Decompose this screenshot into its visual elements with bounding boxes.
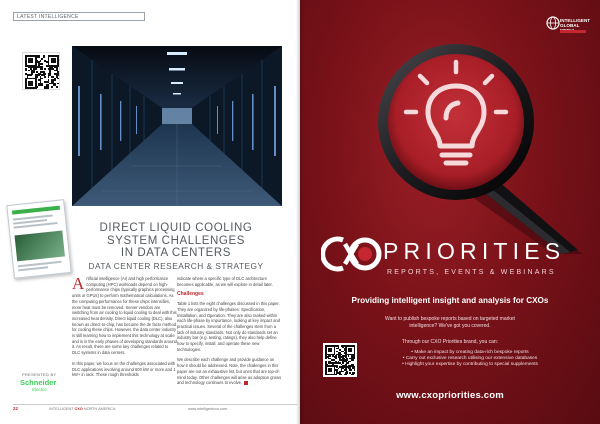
qr-module xyxy=(33,71,35,73)
qr-module xyxy=(57,65,59,67)
qr-module xyxy=(41,68,43,70)
qr-module xyxy=(43,57,45,59)
section-heading-challenges: Challenges xyxy=(177,291,204,298)
qr-module xyxy=(54,79,56,81)
qr-module xyxy=(329,355,331,357)
footer-url[interactable]: www.intelligentcxo.com xyxy=(188,407,228,411)
ad-intro-line: Through our CXO Priorities brand, you can: xyxy=(401,339,499,345)
qr-module xyxy=(348,355,350,357)
list-item: • Carry out exclusive research utilising our extensive databases xyxy=(402,356,538,362)
qr-module xyxy=(345,374,347,376)
article-title-line1: DIRECT LIQUID COOLING xyxy=(99,222,253,234)
qr-module xyxy=(348,362,350,364)
qr-module xyxy=(28,70,30,72)
paragraph-text: We describe each challenge and provide guidance on how it should be addressed. Note, the challenges in this paper are not an exhaustive list, but ones that are top-of-mind today. Other challenges will arise as adoption grows and technology continues to evolve. xyxy=(177,357,282,386)
article-paragraph xyxy=(72,276,177,356)
report-cover-image xyxy=(15,231,65,262)
data-center-photo xyxy=(72,46,282,206)
report-cover-bar xyxy=(12,206,60,215)
qr-code-left[interactable] xyxy=(22,52,60,90)
priorities-wordmark: PRIORITIES xyxy=(383,238,566,264)
qr-module xyxy=(30,74,32,76)
qr-module xyxy=(335,374,337,376)
article-paragraph: In this paper, we focus on the challenges associated with DLC applications involving around 600 kW or more and 1 kW+ in rack. These rough thresholds xyxy=(72,360,176,378)
list-item-text: Highlight your expertise by contributing to special supplements xyxy=(405,362,538,368)
qr-module xyxy=(56,86,58,88)
qr-module xyxy=(341,374,343,376)
qr-module xyxy=(354,372,356,374)
publisher-line1: INTELLIGENT xyxy=(560,18,591,23)
list-item-text: Make an impact by creating data-rich bespoke reports xyxy=(414,350,529,355)
magazine-name xyxy=(49,407,115,411)
reports-events-webinars: REPORTS, EVENTS & WEBINARS xyxy=(387,269,556,276)
qr-module xyxy=(36,86,38,88)
qr-module xyxy=(36,76,38,78)
qr-module xyxy=(31,73,33,75)
qr-module xyxy=(38,57,40,59)
magazine-prefix: INTELLIGENT xyxy=(49,407,74,411)
qr-module xyxy=(44,68,46,70)
qr-module xyxy=(41,58,43,60)
qr-code-right[interactable] xyxy=(323,343,357,377)
article-paragraph xyxy=(177,357,282,386)
qr-module xyxy=(331,351,333,353)
qr-module xyxy=(41,78,43,80)
page-footer xyxy=(13,404,297,412)
article-column-1 xyxy=(72,276,177,383)
qr-module xyxy=(41,84,43,86)
qr-module xyxy=(331,371,333,373)
cxo-priorities-advert xyxy=(300,0,600,424)
sponsor-sub: Electric xyxy=(32,387,47,392)
qr-module xyxy=(31,84,33,86)
ad-benefits-list xyxy=(365,350,575,369)
list-item: • Make an impact by creating data-rich bespoke reports xyxy=(411,350,529,355)
magnifying-glass-lightbulb-illustration xyxy=(308,24,598,254)
magazine-suffix: NORTH AMERICA xyxy=(83,407,116,411)
article-paragraph: indicate where a specific type of DLC architecture becomes applicable, as we will explore in detail later. xyxy=(177,276,273,287)
article-paragraph: Table 1 lists the eight challenges discussed in this paper. They are organized by life-phases: Specification, Installation, and Operation. They are also ranked within each life-phase by importance, looking at key impact and practical issues. Several of the challenges stem from a lack of industry standards. Not only do standards set an industry bar (e.g. testing, ratings), they also help define how to specify, install, and operate these new technologies. xyxy=(177,301,281,352)
qr-module xyxy=(352,359,354,361)
qr-module xyxy=(48,87,50,89)
drop-cap: A xyxy=(72,274,85,293)
report-cover-thumbnail[interactable] xyxy=(6,199,71,279)
article-title-line2: SYSTEM CHALLENGES xyxy=(106,234,245,247)
cxo-badge-icon xyxy=(321,234,383,274)
qr-module xyxy=(338,368,340,370)
ad-blurb: Want to publish bespoke reports based on targeted market intelligence? We've got you covered. xyxy=(385,316,515,329)
qr-module xyxy=(57,78,59,80)
report-cover-line xyxy=(18,266,48,271)
qr-module xyxy=(57,83,59,85)
publisher-line2: GLOBAL xyxy=(560,23,580,28)
schneider-electric-logo xyxy=(20,379,60,399)
qr-module xyxy=(346,372,348,374)
qr-module xyxy=(354,369,356,371)
qr-module xyxy=(54,61,56,63)
qr-module xyxy=(354,358,356,360)
qr-module xyxy=(342,362,344,364)
qr-module xyxy=(57,74,59,76)
end-of-article-mark xyxy=(244,381,248,385)
article-title-block xyxy=(70,222,282,271)
article-subtitle: DATA CENTER RESEARCH & STRATEGY xyxy=(88,260,264,271)
page-number: 22 xyxy=(13,406,19,411)
sponsor-name: Schneider xyxy=(20,378,57,387)
page-spine-shadow xyxy=(296,0,304,424)
qr-module xyxy=(25,70,27,72)
presented-by-label: PRESENTED BY xyxy=(22,372,57,377)
qr-module xyxy=(44,73,46,75)
list-item-text: Carry out exclusive research utilising our extensive databases xyxy=(405,356,538,362)
article-column-2 xyxy=(177,276,282,391)
qr-module xyxy=(335,358,337,360)
report-cover-line xyxy=(18,261,62,267)
section-label: LATEST INTELLIGENCE xyxy=(13,12,145,21)
qr-module xyxy=(51,86,53,88)
qr-module xyxy=(352,374,354,376)
qr-module xyxy=(31,61,33,63)
qr-module xyxy=(48,76,50,78)
qr-module xyxy=(44,76,46,78)
qr-module xyxy=(41,63,43,65)
article-title-line3: IN DATA CENTERS xyxy=(120,247,232,259)
cxo-priorities-logo xyxy=(321,232,591,282)
list-item: • Highlight your expertise by contributing to special supplements xyxy=(402,362,538,368)
data-center-aisle-illustration xyxy=(72,46,282,206)
ad-website-link[interactable]: www.cxopriorities.com xyxy=(396,390,504,401)
qr-module xyxy=(342,371,344,373)
ad-tagline: Providing intelligent insight and analysis for CXOs xyxy=(351,296,549,305)
qr-module xyxy=(351,351,353,353)
qr-module xyxy=(349,361,351,363)
paragraph-text: rtificial intelligence (AI) and high performance computing (HPC) workloads depend on high-performance chips (typically graphics processing units or GPUs) to perform mathematical calculations. As the computing performance for these chips intensifies, more heat must be removed. Server vendors are switching from air cooling to liquid cooling to deal with this increased heat density. Direct liquid cooling (DLC), also known as direct-to-chip, has become the de facto method for cooling these chips. However, the data center industry is still learning how to implement this technology at scale and is in the early phases of developing standards around it. As result, there are some key challenges related to DLC systems in data centers. xyxy=(72,276,177,356)
magazine-brand: CXO xyxy=(74,407,83,411)
qr-module xyxy=(40,60,42,62)
qr-module xyxy=(325,358,327,360)
qr-module xyxy=(351,369,353,371)
qr-module xyxy=(35,87,37,89)
qr-module xyxy=(35,68,37,70)
